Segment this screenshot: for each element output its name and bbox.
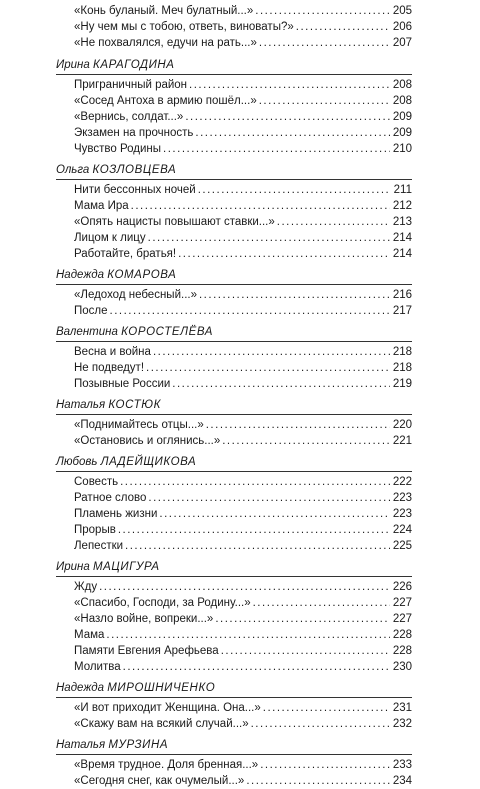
toc-entry[interactable]	[56, 716, 412, 732]
entry-title: «Не похвалялся, едучи на рать...»	[74, 37, 257, 49]
entry-title: Лепестки	[74, 540, 124, 552]
page-number: 228	[392, 645, 412, 657]
author-first-name: Ольга	[56, 164, 90, 176]
author-heading	[56, 55, 412, 75]
entry-title: «Вернись, солдат...»	[74, 111, 184, 123]
dot-leader	[296, 19, 390, 35]
page-number: 208	[392, 95, 412, 107]
toc-section	[56, 452, 412, 554]
dot-leader	[259, 93, 390, 109]
toc-entry[interactable]	[56, 757, 412, 773]
author-surname: КОРОСТЕЛЁВА	[121, 326, 214, 338]
dot-leader	[148, 230, 390, 246]
toc-entry[interactable]	[56, 344, 412, 360]
page-number: 218	[392, 346, 412, 358]
author-surname: КОМАРОВА	[107, 269, 177, 281]
entry-title: «Ну чем мы с тобою, ответь, виноваты?»	[74, 21, 294, 33]
author-surname: ЛАДЕЙЩИКОВА	[100, 456, 197, 468]
entry-title: «И вот приходит Женщина. Она...»	[74, 702, 261, 714]
page-number: 227	[392, 613, 412, 625]
entry-title: Экзамен на прочность	[74, 127, 194, 139]
dot-leader	[159, 506, 390, 522]
page-number: 212	[392, 200, 412, 212]
page-number: 230	[392, 661, 412, 673]
entry-title: «Сегодня снег, как очумелый...»	[74, 775, 245, 787]
entry-title: Чувство Родины	[74, 143, 162, 155]
author-surname: КОСТЮК	[108, 399, 161, 411]
dot-leader	[123, 659, 390, 675]
toc-entry[interactable]	[56, 417, 412, 433]
entry-title: «Время трудное. Доля бренная...»	[74, 759, 259, 771]
entry-title: Молитва	[74, 661, 121, 673]
page-number: 211	[393, 184, 412, 196]
toc-entry[interactable]	[56, 246, 412, 262]
dot-leader	[120, 474, 390, 490]
page-number: 223	[392, 508, 412, 520]
page-number: 213	[392, 216, 412, 228]
author-first-name: Ирина	[56, 59, 90, 71]
page-number: 209	[392, 127, 412, 139]
dot-leader	[251, 716, 390, 732]
page-number: 234	[392, 775, 412, 787]
dot-leader	[198, 182, 390, 198]
entry-title: «Назло войне, вопреки...»	[74, 613, 214, 625]
toc-entry[interactable]	[56, 360, 412, 376]
dot-leader	[153, 344, 390, 360]
page-number: 205	[392, 5, 412, 17]
author-first-name: Надежда	[56, 269, 104, 281]
author-first-name: Любовь	[56, 456, 98, 468]
page-number: 226	[392, 581, 412, 593]
toc-entry[interactable]	[56, 376, 412, 392]
dot-leader	[110, 303, 390, 319]
entry-title: Жду	[74, 581, 98, 593]
author-heading	[56, 160, 412, 180]
dot-leader	[106, 627, 390, 643]
page-number: 210	[392, 143, 412, 155]
author-heading	[56, 452, 412, 472]
author-heading	[56, 557, 412, 577]
toc-section	[56, 265, 412, 319]
entry-title: Позывные России	[74, 378, 171, 390]
entry-title: После	[74, 305, 108, 317]
author-heading	[56, 265, 412, 285]
dot-leader	[259, 35, 390, 51]
entry-title: Совесть	[74, 476, 119, 488]
author-surname: КАРАГОДИНА	[92, 59, 175, 71]
entry-title: Мама	[74, 629, 105, 641]
dot-leader	[125, 538, 390, 554]
entry-title: Не подведут!	[74, 362, 145, 374]
toc-entry[interactable]	[56, 125, 412, 141]
dot-leader	[195, 125, 390, 141]
entry-title: Нити бессонных ночей	[74, 184, 196, 196]
toc-entry[interactable]	[56, 182, 412, 198]
toc-section	[56, 735, 412, 789]
toc-entry[interactable]	[56, 595, 412, 611]
dot-leader	[131, 198, 390, 214]
toc-entry[interactable]	[56, 77, 412, 93]
page-number: 216	[392, 289, 412, 301]
toc-entry[interactable]	[56, 474, 412, 490]
author-first-name: Валентина	[56, 326, 118, 338]
dot-leader	[118, 522, 390, 538]
dot-leader	[255, 3, 390, 19]
entry-title: «Спасибо, Господи, за Родину...»	[74, 597, 251, 609]
toc-entry[interactable]	[56, 287, 412, 303]
toc-section	[56, 395, 412, 449]
page-number: 218	[392, 362, 412, 374]
toc-entry[interactable]	[56, 303, 412, 319]
toc-section	[56, 55, 412, 157]
entry-title: «Опять нацисты повышают ставки...»	[74, 216, 275, 228]
toc-entry[interactable]	[56, 19, 412, 35]
toc-entry[interactable]	[56, 579, 412, 595]
page-number: 208	[392, 79, 412, 91]
toc-entry[interactable]	[56, 35, 412, 51]
toc-entry[interactable]	[56, 643, 412, 659]
dot-leader	[99, 579, 390, 595]
dot-leader	[185, 109, 390, 125]
dot-leader	[146, 360, 390, 376]
page-number: 222	[392, 476, 412, 488]
dot-leader	[148, 490, 390, 506]
page-number: 221	[392, 435, 412, 447]
entry-title: Прорыв	[74, 524, 116, 536]
page-number: 232	[392, 718, 412, 730]
entry-title: «Остановись и оглянись...»	[74, 435, 221, 447]
entry-title: Весна и война	[74, 346, 151, 358]
dot-leader	[178, 246, 390, 262]
dot-leader	[263, 700, 390, 716]
page-number: 233	[392, 759, 412, 771]
toc-entry[interactable]	[56, 611, 412, 627]
page-number: 225	[392, 540, 412, 552]
toc-entry[interactable]	[56, 93, 412, 109]
toc-section	[56, 160, 412, 262]
entry-title: «Скажу вам на всякий случай...»	[74, 718, 249, 730]
page-number: 206	[392, 21, 412, 33]
dot-leader	[221, 643, 390, 659]
author-first-name: Надежда	[56, 682, 104, 694]
page-number: 209	[392, 111, 412, 123]
dot-leader	[172, 376, 390, 392]
toc-entry[interactable]	[56, 627, 412, 643]
dot-leader	[246, 773, 390, 789]
toc-entry[interactable]	[56, 522, 412, 538]
author-first-name: Ирина	[56, 561, 90, 573]
page-number: 207	[392, 37, 412, 49]
entry-title: «Конь буланый. Меч булатный...»	[74, 5, 254, 17]
author-heading	[56, 395, 412, 415]
author-surname: МАЦИГУРА	[92, 561, 160, 573]
toc-entry[interactable]	[56, 198, 412, 214]
dot-leader	[163, 141, 390, 157]
dot-leader	[215, 611, 390, 627]
toc-entry[interactable]	[56, 433, 412, 449]
page-number: 228	[392, 629, 412, 641]
entry-title: Ратное слово	[74, 492, 147, 504]
author-surname: МУРЗИНА	[108, 739, 169, 751]
dot-leader	[199, 287, 390, 303]
entry-title: Приграничный район	[74, 79, 188, 91]
author-first-name: Наталья	[56, 739, 106, 751]
entry-title: Мама Ира	[74, 200, 129, 212]
toc-entry[interactable]	[56, 3, 412, 19]
toc-entry[interactable]	[56, 538, 412, 554]
toc-entry[interactable]	[56, 214, 412, 230]
page-number: 224	[392, 524, 412, 536]
author-surname: МИРОШНИЧЕНКО	[107, 682, 216, 694]
author-first-name: Наталья	[56, 399, 106, 411]
page-number: 214	[392, 232, 412, 244]
dot-leader	[222, 433, 390, 449]
page-number: 231	[392, 702, 412, 714]
toc-section	[56, 557, 412, 675]
toc-section	[56, 3, 412, 52]
page-number: 223	[392, 492, 412, 504]
author-heading	[56, 678, 412, 698]
page-number: 227	[392, 597, 412, 609]
toc-section	[56, 678, 412, 732]
entry-title: Работайте, братья!	[74, 248, 177, 260]
dot-leader	[189, 77, 390, 93]
page-number: 219	[392, 378, 412, 390]
dot-leader	[253, 595, 390, 611]
author-heading	[56, 322, 412, 342]
page-number: 220	[392, 419, 412, 431]
toc-entry[interactable]	[56, 230, 412, 246]
entry-title: Памяти Евгения Арефьева	[74, 645, 219, 657]
toc-entry[interactable]	[56, 109, 412, 125]
dot-leader	[206, 417, 390, 433]
toc-entry[interactable]	[56, 506, 412, 522]
dot-leader	[277, 214, 390, 230]
entry-title: «Ледоход небесный...»	[74, 289, 197, 301]
page-number: 217	[392, 305, 412, 317]
entry-title: «Сосед Антоха в армию пошёл...»	[74, 95, 257, 107]
author-heading	[56, 735, 412, 755]
toc-section	[56, 322, 412, 392]
toc-entry[interactable]	[56, 490, 412, 506]
entry-title: Лицом к лицу	[74, 232, 146, 244]
toc-entry[interactable]	[56, 141, 412, 157]
toc-entry[interactable]	[56, 700, 412, 716]
entry-title: «Поднимайтесь отцы...»	[74, 419, 204, 431]
page-number: 214	[392, 248, 412, 260]
toc-entry[interactable]	[56, 659, 412, 675]
toc-entry[interactable]	[56, 773, 412, 789]
entry-title: Пламень жизни	[74, 508, 158, 520]
dot-leader	[260, 757, 390, 773]
author-surname: КОЗЛОВЦЕВА	[92, 164, 177, 176]
